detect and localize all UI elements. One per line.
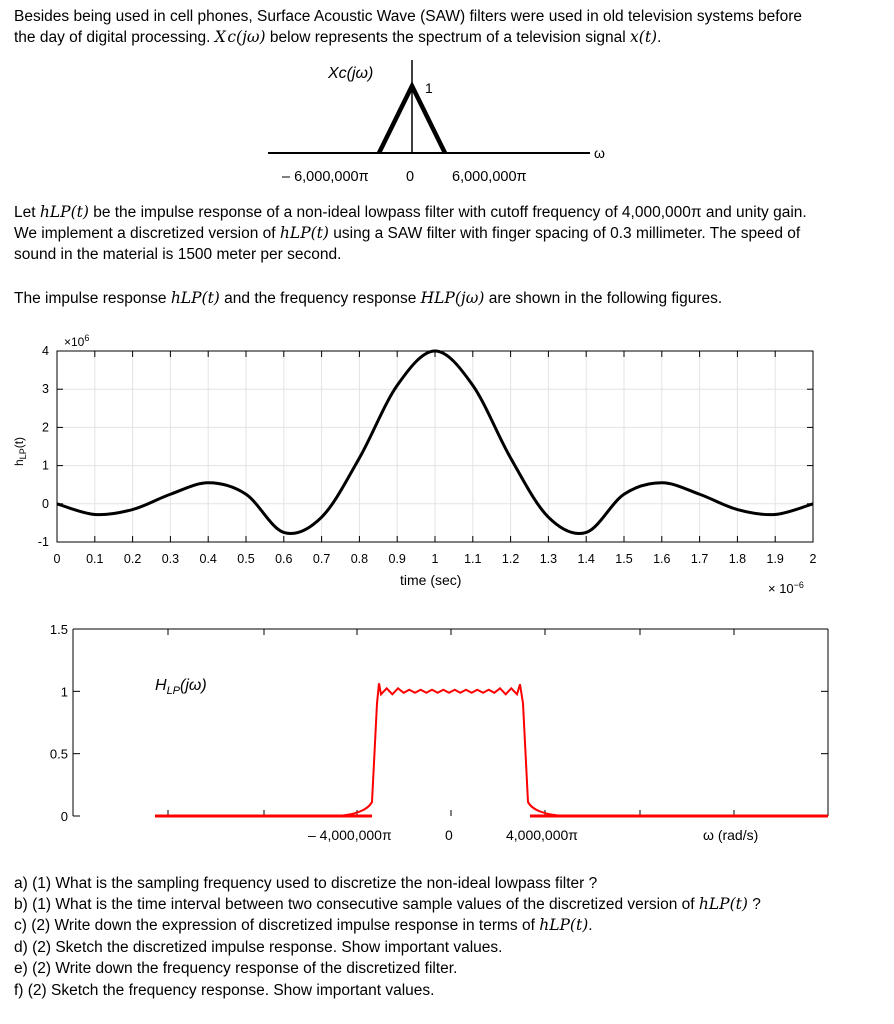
- x-tick-label: 1.2: [501, 552, 520, 566]
- y-tick-label: -1: [37, 535, 49, 549]
- grid: [57, 351, 813, 542]
- x-tick-label: 0.1: [86, 552, 104, 566]
- impulse-response-symbol: hLP(t): [539, 916, 589, 934]
- x-tick-label: 1.8: [728, 552, 747, 566]
- question-text: c) (2) Write down the expression of discretized impulse response in terms of: [14, 917, 540, 934]
- x-tick-label: 1: [431, 552, 439, 566]
- y-tick-label: 1: [42, 458, 49, 473]
- impulse-response-symbol: hLP(t): [39, 203, 89, 221]
- x-tick-label: 1.7: [690, 552, 709, 566]
- spectrum-symbol: X c(jω): [214, 28, 266, 46]
- peak-value: 1: [425, 80, 433, 96]
- x-tick-label-zero: 0: [445, 827, 453, 843]
- tick-left: – 6,000,000π: [282, 169, 369, 185]
- impulse-response-symbol: hLP(t): [279, 224, 329, 242]
- question-c: [14, 915, 593, 937]
- para-text: We implement a discretized version of: [14, 225, 280, 242]
- question-d: d) (2) Sketch the discretized impulse response. Show important values.: [14, 939, 503, 956]
- question-text: b) (1) What is the time interval between two consecutive sample values of the discretized version of: [14, 896, 699, 913]
- impulse-response-symbol: hLP(t): [698, 895, 748, 913]
- y-tick-label: 0: [42, 496, 49, 511]
- tick-center: 0: [406, 169, 415, 185]
- x-tick-label-pos: 4,000,000π: [506, 827, 578, 843]
- x-tick-label: 0.6: [275, 552, 293, 566]
- para2-line-2: [14, 223, 800, 244]
- x-tick-label: 0.4: [199, 552, 217, 566]
- y-tick-label: 1.5: [49, 622, 68, 637]
- x-tick-label: 0.3: [161, 552, 180, 566]
- y-tick-label: 4: [42, 344, 49, 358]
- x-tick-label: 1.4: [577, 552, 595, 566]
- x-tick-label-neg: – 4,000,000π: [308, 827, 392, 843]
- x-tick-label: 0.8: [350, 552, 369, 566]
- para-text: The impulse response: [14, 290, 171, 307]
- y-tick-label: 0.5: [49, 746, 68, 762]
- x-tick-label: 2: [809, 552, 817, 566]
- y-tick-label: 3: [42, 382, 49, 397]
- para-text: are shown in the following figures.: [484, 290, 723, 307]
- x-tick-label: 1.6: [653, 552, 671, 566]
- omega-label: ω: [594, 145, 605, 161]
- question-b: [14, 894, 761, 916]
- y-tick-labels: [38, 344, 49, 549]
- question-e: e) (2) Write down the frequency response of the discretized filter.: [14, 960, 458, 977]
- x-axis-label: time (sec): [400, 572, 462, 588]
- frequency-response-symbol: HLP(jω): [420, 289, 485, 307]
- spectrum-label: Xc(jω): [328, 65, 374, 82]
- x-exponent-label: × $10^{-6}$: [768, 580, 804, 596]
- intro-text: the day of digital processing.: [14, 29, 215, 46]
- axis-ticks: [73, 629, 828, 816]
- x-tick-label: 1.9: [766, 552, 784, 566]
- tick-right: 6,000,000π: [452, 169, 527, 185]
- y-tick-label: 0: [60, 809, 68, 824]
- intro-text: .: [657, 29, 662, 46]
- x-tick-label: 0.5: [237, 552, 255, 566]
- para-text: using a SAW filter with finger spacing of 0.3 millimeter. The speed of: [328, 225, 801, 242]
- intro-line-1: Besides being used in cell phones, Surface Acoustic Wave (SAW) filters were used in old television systems before: [14, 8, 803, 25]
- y-exponent-label: $\times 10^6$: [64, 333, 90, 349]
- y-axis-label: $h_{LP}(t)$: [12, 436, 28, 466]
- question-text: ?: [747, 896, 761, 913]
- para-text: and the frequency response: [219, 290, 421, 307]
- para-text: be the impulse response of a non-ideal lowpass filter with cutoff frequency of 4,000,000π and unity gain.: [88, 204, 807, 221]
- para3: [14, 288, 722, 309]
- x-tick-label: 1.5: [615, 552, 633, 566]
- intro-text: below represents the spectrum of a television signal: [265, 29, 631, 46]
- para-text: Let: [14, 204, 40, 221]
- frequency-response-curve: [336, 683, 565, 816]
- para2-line-3: sound in the material is 1500 meter per second.: [14, 246, 342, 263]
- frequency-response-chart: [0, 615, 894, 855]
- x-axis-label: ω (rad/s): [703, 827, 759, 843]
- y-tick-labels: [50, 622, 68, 824]
- intro-line-2: [14, 27, 661, 48]
- y-tick-label: 1: [60, 684, 68, 700]
- hlp-annotation: $H_{LP}(j\omega)$: [155, 677, 207, 697]
- question-f: f) (2) Sketch the frequency response. Show important values.: [14, 982, 435, 999]
- question-text: .: [588, 917, 593, 934]
- question-a: a) (1) What is the sampling frequency used to discretize the non-ideal lowpass filter ?: [14, 875, 598, 892]
- impulse-response-chart: [0, 325, 894, 615]
- x-tick-label: 0.7: [312, 552, 331, 566]
- x-tick-label: 1.1: [464, 552, 482, 566]
- para2-line-1: [14, 202, 807, 223]
- signal-symbol: x(t): [630, 28, 658, 46]
- x-tick-labels: [54, 552, 817, 566]
- y-tick-label: 2: [42, 420, 49, 435]
- impulse-response-symbol: hLP(t): [170, 289, 220, 307]
- x-tick-label: 0: [53, 552, 61, 566]
- x-tick-label: 1.3: [539, 552, 558, 566]
- x-tick-label: 0.9: [388, 552, 406, 566]
- x-tick-label: 0.2: [123, 552, 142, 566]
